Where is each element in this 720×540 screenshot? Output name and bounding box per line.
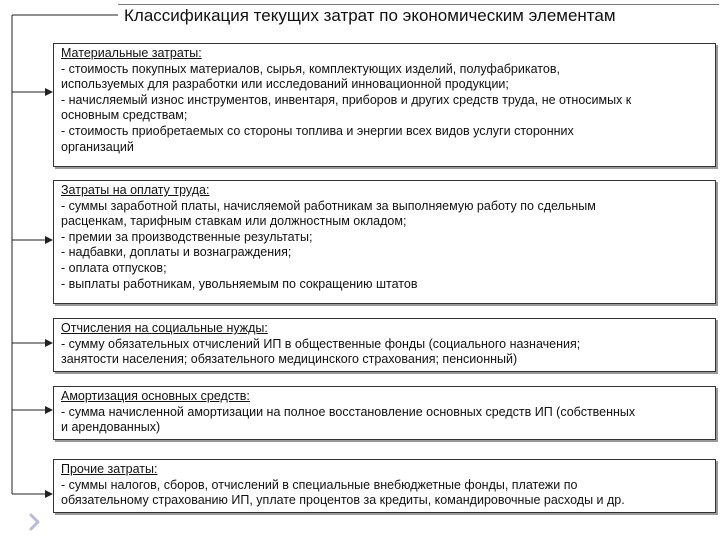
box-line: - оплата отпусков;	[61, 260, 167, 275]
box-line: занятости населения; обязательного медицинского страхования; пенсионный)	[61, 352, 518, 367]
box-line: и арендованных)	[61, 420, 161, 435]
box-line: организаций	[61, 139, 134, 154]
box-line: - выплаты работникам, увольняемым по сокращению штатов	[61, 276, 418, 291]
box-line: - надбавки, доплаты и вознаграждения;	[61, 245, 292, 260]
box-line: используемых для разработки или исследований инновационной продукции;	[61, 77, 509, 92]
box-line: расценкам, тарифным ставкам или должностным окладом;	[61, 214, 407, 229]
box-material-costs	[53, 43, 716, 167]
box-social-contributions	[53, 318, 716, 372]
box-heading: Прочие затраты:	[61, 462, 158, 476]
box-line: - сумма начисленной амортизации на полное восстановление основных средств ИП (собственных	[61, 404, 636, 419]
box-line: обязательному страхованию ИП, уплате процентов за кредиты, командировочные расходы и др.	[61, 493, 625, 508]
box-line: основным средствам;	[61, 108, 188, 123]
box-line: - премии за производственные результаты;	[61, 229, 313, 244]
box-heading: Затраты на оплату труда:	[61, 183, 210, 197]
box-line: - суммы заработной платы, начисляемой работникам за выполняемую работу по сдельным	[61, 198, 596, 213]
box-depreciation	[53, 386, 716, 440]
box-line: - начисляемый износ инструментов, инвентаря, приборов и других средств труда, не относимых к	[61, 92, 632, 107]
box-line: - стоимость приобретаемых со стороны топлива и энергии всех видов услуги сторонних	[61, 123, 574, 138]
chevron-right-icon[interactable]	[22, 510, 46, 534]
box-heading: Амортизация основных средств:	[61, 389, 250, 403]
box-line: - стоимость покупных материалов, сырья, комплектующих изделий, полуфабрикатов,	[61, 61, 560, 76]
page-title: Классификация текущих затрат по экономическим элементам	[124, 6, 616, 25]
box-line: - сумму обязательных отчислений ИП в общественные фонды (социального назначения;	[61, 336, 581, 351]
box-other-costs	[53, 459, 716, 513]
box-heading: Отчисления на социальные нужды:	[61, 321, 268, 335]
box-line: - суммы налогов, сборов, отчислений в специальные внебюджетные фонды, платежи по	[61, 477, 578, 492]
box-heading: Материальные затраты:	[61, 46, 202, 60]
box-labor-costs	[53, 180, 716, 304]
